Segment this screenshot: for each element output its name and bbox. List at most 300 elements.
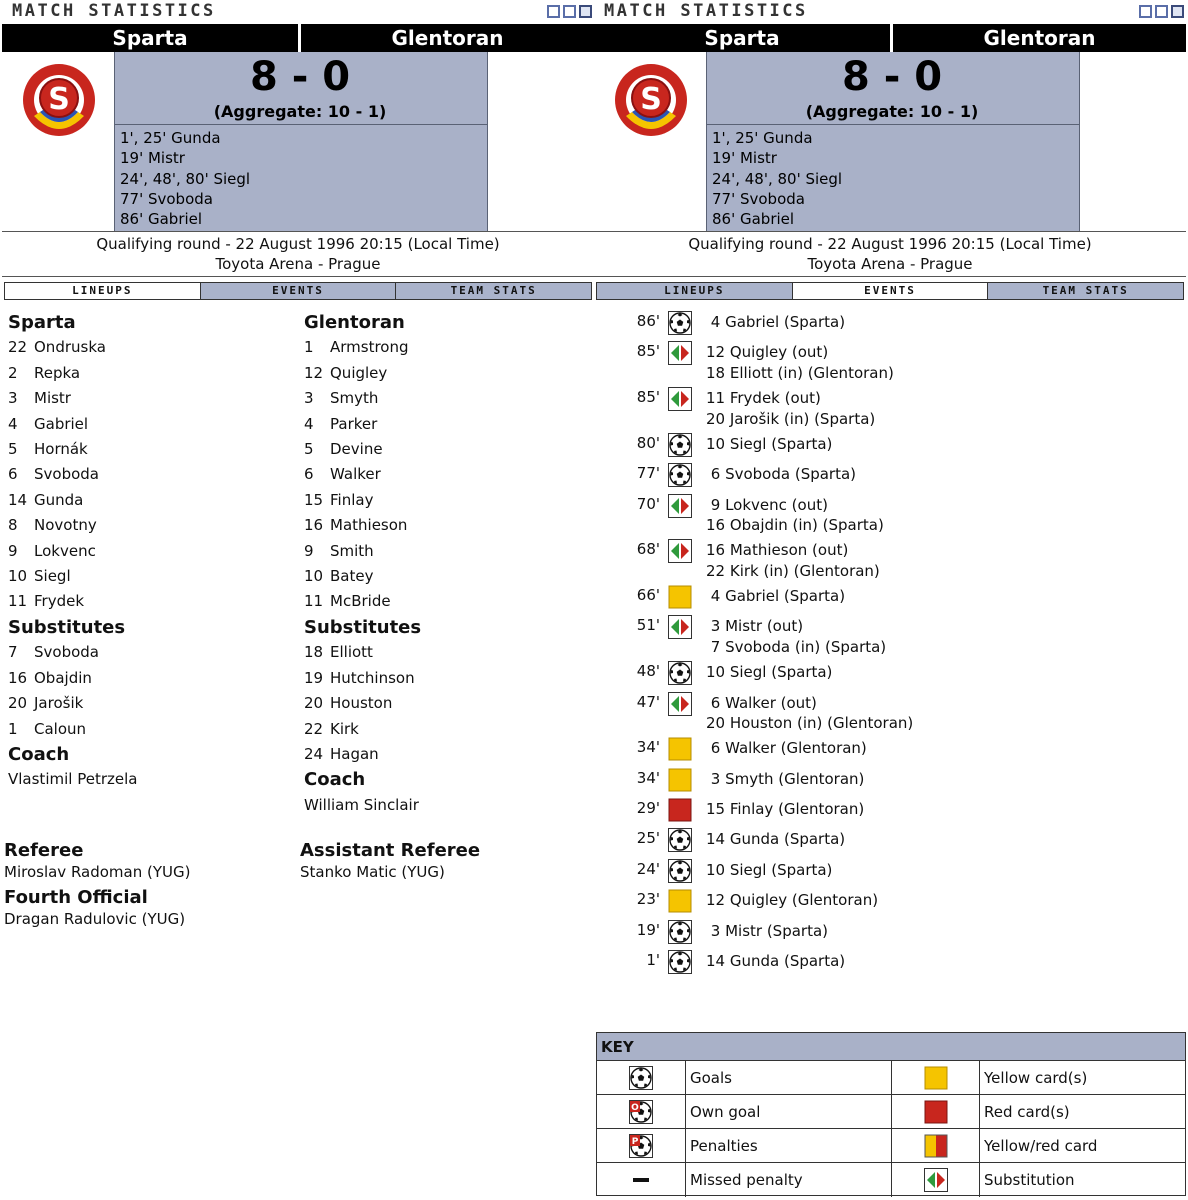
- yellow-card-icon: [668, 768, 692, 792]
- player-name: Kirk: [330, 719, 359, 738]
- yellow-card-icon: [668, 585, 692, 609]
- key-cell: [597, 1129, 685, 1163]
- player-name: Walker: [330, 465, 381, 484]
- shirt-number: 11: [8, 592, 28, 611]
- event-line: 12 Quigley (Glentoran): [706, 891, 879, 910]
- scorer-line: 19' Mistr: [712, 149, 777, 168]
- assistant-referee-name: Stanko Matic (YUG): [300, 863, 445, 881]
- shirt-number: 9: [8, 541, 18, 560]
- player-name: Parker: [330, 414, 378, 433]
- home-coach-heading: Coach: [8, 743, 70, 765]
- key-cell: [891, 1129, 979, 1163]
- shirt-number: 19: [304, 668, 324, 687]
- key-legend: [596, 1032, 1186, 1196]
- event-description: [706, 951, 845, 972]
- event-description: [706, 738, 867, 759]
- red-card-icon: [668, 798, 692, 822]
- event-description: [706, 890, 878, 911]
- player-name: Frydek: [34, 592, 85, 611]
- yellow-card-icon: [924, 1066, 948, 1090]
- away-player-row: [304, 386, 594, 411]
- window-buttons: [1139, 5, 1184, 18]
- home-sub-player-row: [8, 717, 298, 742]
- event-row: [594, 616, 1186, 662]
- event-line: 4 Gabriel (Sparta): [706, 587, 846, 605]
- home-sub-player-row: [8, 666, 298, 691]
- window-buttons: [547, 5, 592, 18]
- event-row: [594, 495, 1186, 541]
- match-info: Qualifying round - 22 August 1996 20:15 (Local Time): [688, 235, 1092, 253]
- home-player-row: [8, 361, 298, 386]
- event-line: 3 Mistr (out): [706, 617, 804, 636]
- scorer-line: 24', 48', 80' Siegl: [120, 169, 251, 188]
- player-name: Smith: [330, 541, 374, 560]
- event-minute: 86': [636, 312, 660, 330]
- away-lineup: [304, 310, 594, 818]
- event-row: [594, 586, 1186, 616]
- event-description: [706, 693, 913, 734]
- key-label: Penalties: [690, 1137, 758, 1155]
- close-button[interactable]: [579, 5, 592, 18]
- player-name: Svoboda: [34, 465, 99, 484]
- away-player-row: [304, 462, 594, 487]
- divider: [594, 231, 1186, 232]
- player-name: Svoboda: [34, 643, 99, 662]
- key-row: [597, 1129, 1185, 1163]
- key-cell: [685, 1129, 891, 1163]
- venue: Toyota Arena - Prague: [807, 255, 973, 273]
- minimize-button[interactable]: [1139, 5, 1152, 18]
- event-row: [594, 540, 1186, 586]
- svg-text:S: S: [640, 82, 662, 117]
- svg-text:O: O: [631, 1103, 639, 1113]
- home-player-row: [8, 513, 298, 538]
- home-team-name: Sparta: [2, 24, 298, 52]
- substitution-icon: [668, 494, 692, 518]
- away-player-row: [304, 488, 594, 513]
- home-team-heading: Sparta: [8, 312, 76, 333]
- event-line: 20 Houston (in) (Glentoran): [706, 714, 914, 732]
- event-description: [706, 312, 845, 333]
- event-minute: 70': [636, 494, 660, 513]
- maximize-button[interactable]: [1155, 5, 1168, 18]
- shirt-number: 9: [304, 541, 314, 560]
- key-row: [597, 1095, 1185, 1129]
- shirt-number: 11: [304, 592, 324, 611]
- event-line: 6 Walker (out): [706, 693, 817, 712]
- away-player-row: [304, 564, 594, 589]
- title-bar: [2, 0, 594, 24]
- away-coach-heading: Coach: [304, 769, 366, 791]
- final-score: 8 - 0: [249, 54, 351, 100]
- tab-bar: [4, 282, 592, 300]
- event-description: [706, 829, 845, 850]
- home-subs-heading: Substitutes: [8, 616, 126, 638]
- player-name: Mistr: [34, 389, 71, 408]
- player-name: Jarošik: [34, 694, 84, 713]
- goal-ball-icon: [668, 433, 692, 457]
- key-cell: [979, 1095, 1185, 1129]
- panel-title: MATCH STATISTICS: [12, 1, 216, 21]
- player-name: Siegl: [34, 567, 71, 586]
- player-name: Hutchinson: [330, 668, 415, 687]
- event-minute: 23': [636, 890, 660, 909]
- yellow-red-card-icon: [924, 1134, 948, 1158]
- home-player-row: [8, 462, 298, 487]
- key-cell: [685, 1061, 891, 1095]
- key-row: [597, 1163, 1185, 1197]
- player-name: Gunda: [34, 490, 84, 509]
- aggregate-score: (Aggregate: 10 - 1): [805, 102, 979, 121]
- event-row: [594, 738, 1186, 768]
- event-minute: 19': [636, 920, 660, 939]
- away-player-row: [304, 361, 594, 386]
- event-line: 20 Jarošik (in) (Sparta): [706, 409, 876, 428]
- penalty-icon: [629, 1134, 653, 1158]
- divider: [2, 276, 594, 277]
- key-cell: [597, 1163, 685, 1197]
- panel-title: MATCH STATISTICS: [604, 1, 808, 21]
- home-lineup: [8, 310, 298, 793]
- shirt-number: 22: [8, 338, 28, 357]
- svg-text:P: P: [631, 1137, 639, 1147]
- event-row: [594, 799, 1186, 829]
- tab-bar: [596, 282, 1184, 300]
- away-sub-player-row: [304, 640, 594, 665]
- player-name: Caloun: [34, 719, 87, 738]
- fourth-official-name: Dragan Radulovic (YUG): [4, 910, 186, 928]
- player-name: Lokvenc: [34, 541, 96, 560]
- divider: [594, 276, 1186, 277]
- player-name: Batey: [330, 567, 374, 586]
- event-row: [594, 434, 1186, 464]
- shirt-number: 16: [8, 668, 28, 687]
- event-row: [594, 860, 1186, 890]
- shirt-number: 20: [304, 694, 324, 713]
- event-line: 16 Mathieson (out): [706, 541, 849, 560]
- shirt-number: 4: [304, 414, 314, 433]
- shirt-number: 15: [304, 490, 324, 509]
- home-player-row: [8, 539, 298, 564]
- player-name: Houston: [330, 694, 393, 713]
- goal-ball-icon: [668, 463, 692, 487]
- maximize-button[interactable]: [563, 5, 576, 18]
- team-header: [2, 24, 594, 52]
- event-description: [706, 616, 886, 657]
- event-line: 14 Gunda (Sparta): [706, 830, 846, 849]
- match-info: Qualifying round - 22 August 1996 20:15 (Local Time): [96, 235, 500, 253]
- event-line: 10 Siegl (Sparta): [706, 860, 833, 879]
- fourth-official-heading: Fourth Official: [4, 887, 148, 908]
- shirt-number: 6: [8, 465, 18, 484]
- referee-block: [4, 840, 294, 882]
- substitution-icon: [668, 539, 692, 563]
- referee-name: Miroslav Radoman (YUG): [4, 863, 191, 881]
- goal-ball-icon: [629, 1066, 653, 1090]
- away-sub-player-row: [304, 666, 594, 691]
- away-player-row: [304, 539, 594, 564]
- player-name: Hornák: [34, 440, 88, 459]
- match-stats-panel-events: [594, 0, 1186, 1200]
- event-line: 16 Obajdin (in) (Sparta): [706, 516, 884, 535]
- player-name: Hagan: [330, 744, 379, 763]
- goal-ball-icon: [668, 859, 692, 883]
- player-name: Obajdin: [34, 668, 92, 687]
- away-team-heading: Glentoran: [304, 312, 405, 333]
- tab-events[interactable]: EVENTS: [792, 283, 988, 299]
- scorer-line: 86' Gabriel: [120, 210, 203, 229]
- event-line: 9 Lokvenc (out): [706, 495, 828, 514]
- shirt-number: 4: [8, 414, 18, 433]
- shirt-number: 6: [304, 465, 314, 484]
- event-row: [594, 662, 1186, 692]
- event-line: 14 Gunda (Sparta): [706, 952, 846, 970]
- event-description: [706, 495, 884, 536]
- referee-heading: Referee: [4, 840, 84, 861]
- score-box: [706, 52, 1080, 232]
- event-row: [594, 769, 1186, 799]
- shirt-number: 10: [8, 567, 28, 586]
- goal-ball-icon: [668, 920, 692, 944]
- event-row: [594, 388, 1186, 434]
- shirt-number: 3: [304, 389, 314, 408]
- event-minute: 25': [636, 829, 660, 848]
- home-coach: Vlastimil Petrzela: [8, 770, 138, 789]
- title-bar: [594, 0, 1186, 24]
- event-description: [706, 586, 845, 607]
- away-subs-heading: Substitutes: [304, 616, 422, 638]
- own-goal-icon: [629, 1100, 653, 1124]
- shirt-number: 24: [304, 744, 324, 763]
- away-player-row: [304, 335, 594, 360]
- event-minute: 85': [636, 342, 660, 361]
- scorer-line: 1', 25' Gunda: [120, 129, 221, 147]
- fourth-official-block: [4, 887, 294, 929]
- key-row: [597, 1061, 1185, 1095]
- key-label: Red card(s): [984, 1103, 1070, 1121]
- missed-penalty-icon: [629, 1168, 653, 1192]
- key-cell: [891, 1095, 979, 1129]
- key-cell: [597, 1061, 685, 1095]
- player-name: Finlay: [330, 490, 374, 509]
- event-minute: 77': [636, 464, 660, 483]
- player-name: Quigley: [330, 363, 388, 382]
- event-line: 6 Svoboda (Sparta): [706, 465, 857, 484]
- key-cell: [685, 1095, 891, 1129]
- scorer-line: 86' Gabriel: [712, 210, 795, 229]
- player-name: Armstrong: [330, 338, 409, 357]
- player-name: Repka: [34, 363, 81, 382]
- event-line: 22 Kirk (in) (Glentoran): [706, 561, 880, 580]
- key-label: Yellow/red card: [984, 1137, 1098, 1155]
- tab-lineups[interactable]: LINEUPS: [597, 283, 792, 299]
- event-minute: 34': [636, 768, 660, 787]
- red-card-icon: [924, 1100, 948, 1124]
- event-description: [706, 860, 832, 881]
- key-cell: [979, 1163, 1185, 1197]
- shirt-number: 20: [8, 694, 28, 713]
- home-player-row: [8, 386, 298, 411]
- event-row: [594, 342, 1186, 388]
- key-label: Yellow card(s): [984, 1069, 1088, 1087]
- event-line: 6 Walker (Glentoran): [706, 739, 867, 758]
- key-cell: [891, 1061, 979, 1095]
- event-line: 18 Elliott (in) (Glentoran): [706, 363, 894, 382]
- player-name: Smyth: [330, 389, 379, 408]
- substitution-icon: [668, 387, 692, 411]
- scorer-line: 77' Svoboda: [712, 189, 805, 208]
- home-player-row: [8, 412, 298, 437]
- key-cell: [979, 1061, 1185, 1095]
- key-cell: [597, 1095, 685, 1129]
- home-player-row: [8, 488, 298, 513]
- yellow-card-icon: [668, 889, 692, 913]
- shirt-number: 1: [8, 719, 18, 738]
- final-score: 8 - 0: [841, 54, 943, 100]
- event-minute: 1': [646, 951, 660, 969]
- key-cell: [685, 1163, 891, 1197]
- key-cell: [891, 1163, 979, 1197]
- scorer-line: 77' Svoboda: [120, 189, 213, 208]
- home-player-row: [8, 335, 298, 360]
- shirt-number: 7: [8, 643, 18, 662]
- close-button[interactable]: [1171, 5, 1184, 18]
- event-description: [706, 921, 828, 942]
- venue: Toyota Arena - Prague: [215, 255, 381, 273]
- sparta-crest-logo: [20, 62, 98, 144]
- event-minute: 85': [636, 388, 660, 407]
- event-minute: 24': [636, 859, 660, 878]
- away-team-name: Glentoran: [301, 24, 594, 52]
- event-row: [594, 829, 1186, 859]
- event-line: 3 Smyth (Glentoran): [706, 769, 865, 788]
- key-title: KEY: [597, 1033, 1185, 1061]
- assistant-referee-block: [300, 840, 590, 882]
- minimize-button[interactable]: [547, 5, 560, 18]
- event-minute: 29': [636, 799, 660, 817]
- goal-ball-icon: [668, 311, 692, 335]
- event-description: [706, 434, 832, 455]
- shirt-number: 16: [304, 516, 324, 535]
- event-description: [706, 464, 856, 485]
- shirt-number: 12: [304, 363, 324, 382]
- event-row: [594, 312, 1186, 342]
- event-line: 10 Siegl (Sparta): [706, 434, 833, 453]
- goal-ball-icon: [668, 828, 692, 852]
- shirt-number: 10: [304, 567, 324, 586]
- sparta-crest-logo: [612, 62, 690, 144]
- event-minute: 47': [636, 692, 660, 711]
- assistant-referee-heading: Assistant Referee: [300, 840, 481, 861]
- away-sub-player-row: [304, 717, 594, 742]
- aggregate-score: (Aggregate: 10 - 1): [213, 102, 387, 121]
- event-line: 7 Svoboda (in) (Sparta): [706, 637, 887, 656]
- match-stats-panel-lineups: [2, 0, 594, 1200]
- tab-team-stats[interactable]: TEAM STATS: [987, 283, 1183, 299]
- away-player-row: [304, 437, 594, 462]
- away-sub-player-row: [304, 742, 594, 767]
- shirt-number: 8: [8, 516, 18, 535]
- event-line: 10 Siegl (Sparta): [706, 663, 833, 682]
- goal-scorers: [115, 124, 487, 232]
- event-minute: 80': [636, 433, 660, 452]
- score-box: [114, 52, 488, 232]
- away-player-row: [304, 513, 594, 538]
- shirt-number: 18: [304, 643, 324, 662]
- event-row: [594, 921, 1186, 951]
- divider: [2, 231, 594, 232]
- goal-ball-icon: [668, 950, 692, 974]
- event-description: [706, 662, 832, 683]
- away-team-name: Glentoran: [893, 24, 1186, 52]
- away-player-row: [304, 589, 594, 614]
- event-description: [706, 769, 864, 790]
- shirt-number: 14: [8, 490, 28, 509]
- goal-scorers: [707, 124, 1079, 232]
- event-minute: 68': [636, 540, 660, 559]
- shirt-number: 22: [304, 719, 324, 738]
- svg-text:S: S: [48, 82, 70, 117]
- player-name: McBride: [330, 592, 391, 611]
- event-minute: 66': [636, 586, 660, 604]
- player-name: Gabriel: [34, 414, 89, 433]
- team-header: [594, 24, 1186, 52]
- tab-team-stats[interactable]: TEAM STATS: [395, 283, 591, 299]
- key-cell: [979, 1129, 1185, 1163]
- event-line: 3 Mistr (Sparta): [706, 921, 828, 940]
- event-line: 11 Frydek (out): [706, 389, 821, 408]
- substitution-icon: [924, 1168, 948, 1192]
- event-line: 12 Quigley (out): [706, 343, 829, 362]
- home-sub-player-row: [8, 640, 298, 665]
- player-name: Devine: [330, 440, 383, 459]
- event-description: [706, 799, 864, 820]
- substitution-icon: [668, 692, 692, 716]
- away-sub-player-row: [304, 691, 594, 716]
- shirt-number: 5: [8, 440, 18, 459]
- tab-events[interactable]: EVENTS: [200, 283, 396, 299]
- goal-ball-icon: [668, 661, 692, 685]
- event-minute: 51': [636, 616, 660, 635]
- key-label: Goals: [690, 1069, 732, 1087]
- tab-lineups[interactable]: LINEUPS: [5, 283, 200, 299]
- home-player-row: [8, 437, 298, 462]
- event-description: [706, 342, 894, 383]
- key-label: Missed penalty: [690, 1171, 803, 1189]
- away-coach: William Sinclair: [304, 795, 419, 814]
- substitution-icon: [668, 615, 692, 639]
- event-line: 4 Gabriel (Sparta): [706, 313, 846, 331]
- home-sub-player-row: [8, 691, 298, 716]
- event-line: 15 Finlay (Glentoran): [706, 800, 865, 818]
- yellow-card-icon: [668, 737, 692, 761]
- event-description: [706, 388, 875, 429]
- shirt-number: 2: [8, 363, 18, 382]
- event-description: [706, 540, 880, 581]
- event-row: [594, 464, 1186, 494]
- home-player-row: [8, 564, 298, 589]
- event-minute: 34': [636, 738, 660, 757]
- away-player-row: [304, 412, 594, 437]
- scorer-line: 19' Mistr: [120, 149, 185, 168]
- home-team-name: Sparta: [594, 24, 890, 52]
- player-name: Novotny: [34, 516, 97, 535]
- substitution-icon: [668, 341, 692, 365]
- event-row: [594, 951, 1186, 981]
- event-minute: 48': [636, 662, 660, 681]
- player-name: Ondruska: [34, 338, 106, 357]
- shirt-number: 1: [304, 338, 314, 357]
